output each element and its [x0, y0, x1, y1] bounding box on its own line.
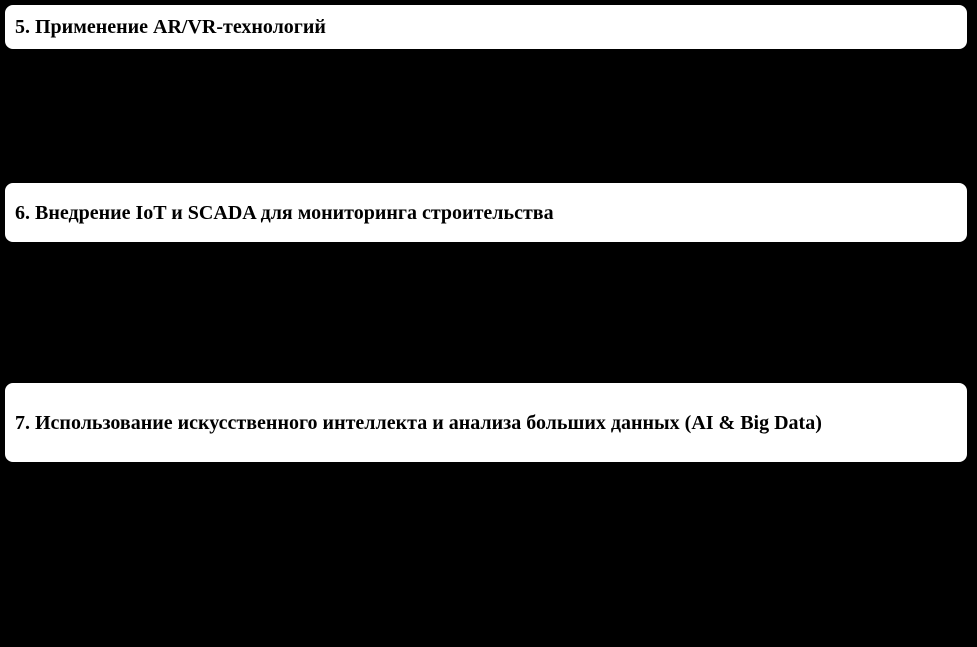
flow-box-ar-vr [4, 4, 968, 50]
flow-box-ai-big-data-label: 7. Использование искусственного интеллекта и анализа больших данных (AI & Big Data) [15, 411, 822, 434]
flow-box-ai-big-data [4, 382, 968, 463]
flow-box-iot-scada [4, 182, 968, 243]
flow-box-ar-vr-label: 5. Применение AR/VR-технологий [15, 16, 326, 38]
flow-box-iot-scada-label: 6. Внедрение IoT и SCADA для мониторинга строительства [15, 201, 554, 224]
